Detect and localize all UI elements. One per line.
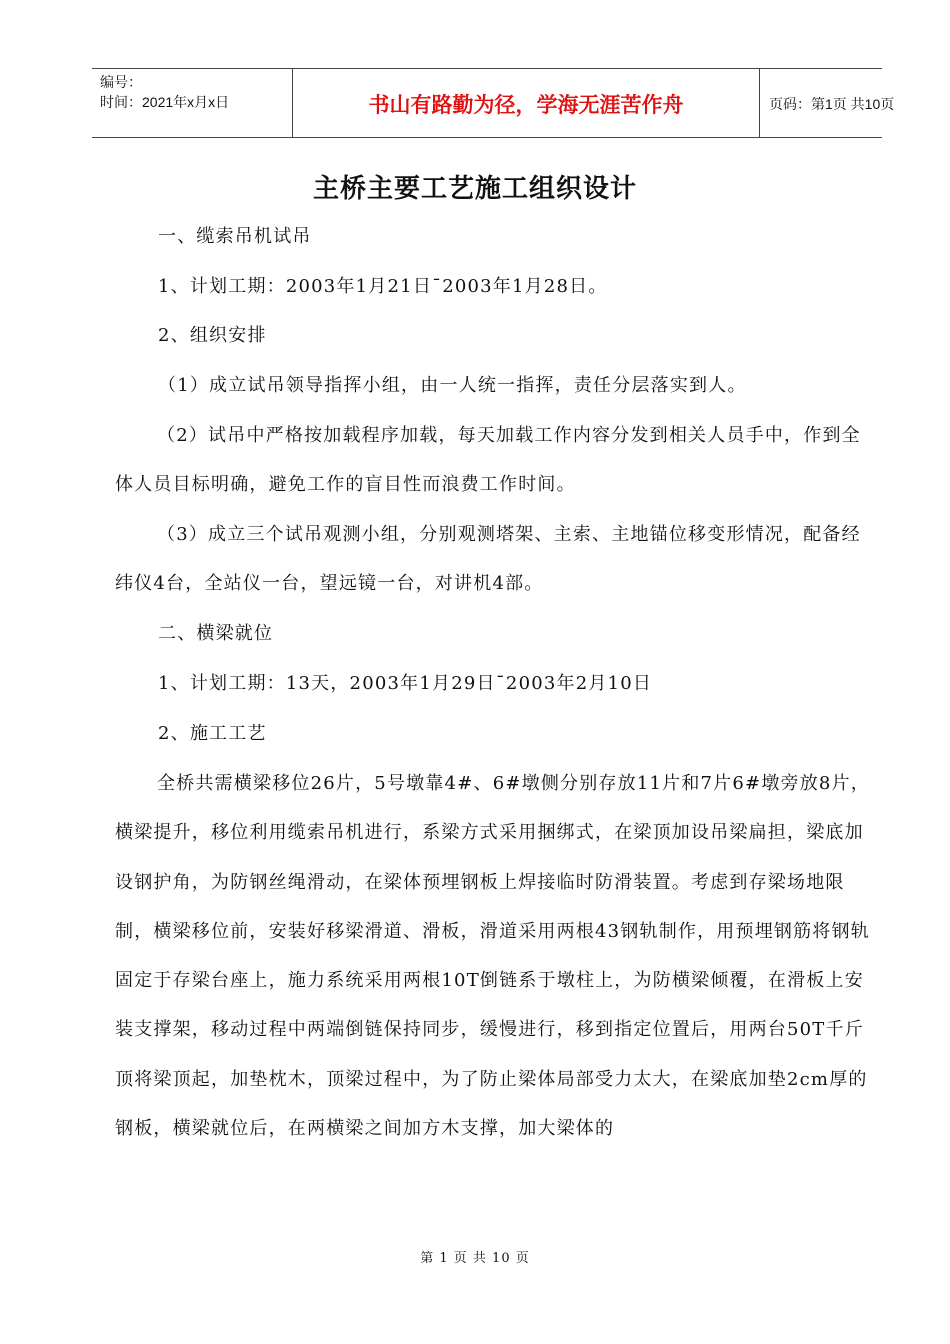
schedule-line-1: 1、计划工期：2003年1月21日¯2003年1月28日。 xyxy=(158,276,608,297)
section-heading-1: 一、缆索吊机试吊 xyxy=(158,226,312,247)
motto-text: 书山有路勤为径，学海无涯苦作舟 xyxy=(368,93,684,117)
page-info: 页码：第1页 共10页 xyxy=(769,96,895,112)
org-item-1: （1）成立试吊领导指挥小组，由一人统一指挥，责任分层落实到人。 xyxy=(158,375,747,396)
schedule-line-2: 1、计划工期：13天，2003年1月29日¯2003年2月10日 xyxy=(158,673,653,694)
header-meta xyxy=(92,69,292,137)
process-heading: 2、施工工艺 xyxy=(158,723,267,744)
org-item-2: （2）试吊中严格按加载程序加载，每天加载工作内容分发到相关人员手中，作到全体人员目标明确，避免工作的盲目性而浪费工作时间。 xyxy=(115,425,861,496)
document-title: 主桥主要工艺施工组织设计 xyxy=(312,174,637,204)
header-motto-cell xyxy=(292,69,760,137)
body-paragraph: 全桥共需横梁移位26片，5号墩靠4#、6#墩侧分别存放11片和7片6#墩旁放8片，横梁提升，移位利用缆索吊机进行，系梁方式采用捆绑式，在梁顶加设吊梁扁担，梁底加设钢护角，为防钢丝绳滑动，在梁体预埋钢板上焊接临时防滑装置。考虑到存梁场地限制，横梁移位前，安装好移梁滑道、滑板，滑道采用两根43钢轨制作，用预埋钢筋将钢轨固定于存梁台座上，施力系统采用两根10T倒链系于墩柱上，为防横梁倾覆，在滑板上安装支撑架，移动过程中两端倒链保持同步，缓慢进行，移到指定位置后，用两台50T千斤顶将梁顶起，加垫枕木，顶梁过程中，为了防止梁体局部受力太大，在梁底加垫2cm厚的钢板，横梁就位后，在两横梁之间加方木支撑，加大梁体的 xyxy=(115,773,870,1140)
number-label: 编号： xyxy=(100,74,142,90)
document-header xyxy=(92,68,895,138)
section-heading-2: 二、横梁就位 xyxy=(158,623,274,644)
org-heading: 2、组织安排 xyxy=(158,325,267,346)
org-item-3: （3）成立三个试吊观测小组，分别观测塔架、主索、主地锚位移变形情况，配备经纬仪4台，全站仪一台，望远镜一台，对讲机4部。 xyxy=(115,524,861,595)
page-footer: 第 1 页 共 10 页 xyxy=(420,1251,530,1266)
time-label: 时间：2021年x月x日 xyxy=(100,94,230,110)
header-page-cell xyxy=(759,69,895,137)
